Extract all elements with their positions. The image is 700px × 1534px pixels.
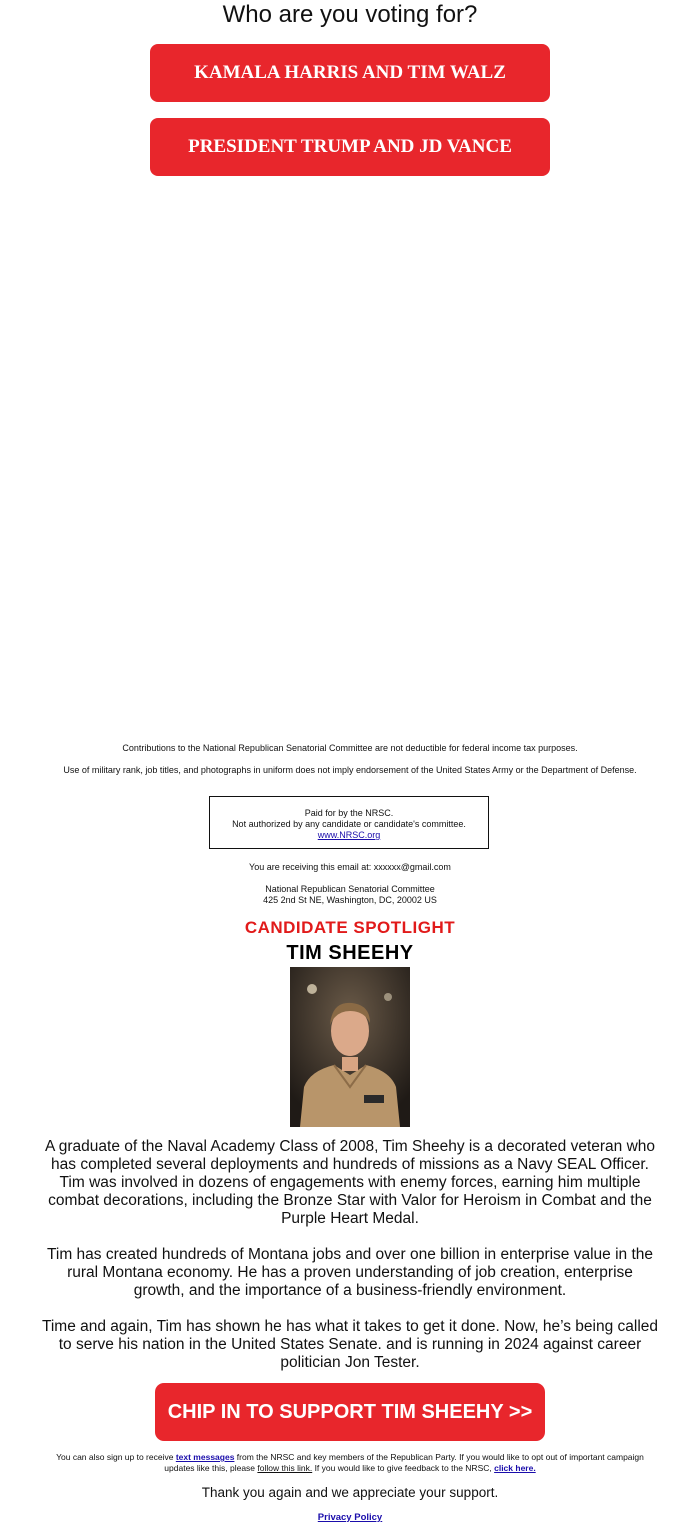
privacy-policy-link[interactable]: Privacy Policy: [317, 1512, 383, 1523]
opt-out-link[interactable]: follow this link.: [257, 1463, 313, 1473]
thank-you-text: Thank you again and we appreciate your support.: [201, 1485, 499, 1500]
org-name: National Republican Senatorial Committee: [265, 884, 435, 894]
org-address: 425 2nd St NE, Washington, DC, 20002 US: [263, 895, 437, 905]
not-authorized-text: Not authorized by any candidate or candidate's committee.: [232, 819, 466, 829]
candidate-photo: [290, 967, 410, 1127]
bio-paragraph-3: Time and again, Tim has shown he has what it takes to get it done. Now, he’s being called to serve his nation in the United States Senate. and is running in 2024 against career politician Jon Tester.: [41, 1318, 659, 1371]
bio-paragraph-2: Tim has created hundreds of Montana jobs and over one billion in enterprise value in the rural Montana economy. He has a proven understanding of job creation, enterprise growth, and the importance of a business-friendly environment.: [46, 1246, 653, 1299]
text-messages-link[interactable]: text messages: [175, 1452, 235, 1462]
bio-paragraph-1: A graduate of the Naval Academy Class of 2008, Tim Sheehy is a decorated veteran who has completed several deployments and hundreds of missions as a Navy SEAL Officer. Tim was involved in dozens of engagements with enemy forces, earning him multiple combat decorations, including the Bronze Star with Valor for Heroism in Combat and the Purple Heart Medal.: [44, 1138, 656, 1227]
candidate-portrait-image: [290, 967, 410, 1127]
chip-in-button[interactable]: CHIP IN TO SUPPORT TIM SHEEHY >>: [155, 1383, 545, 1441]
vote-trump-vance-button[interactable]: PRESIDENT TRUMP AND JD VANCE: [150, 118, 550, 176]
paid-for-text: Paid for by the NRSC.: [304, 808, 394, 818]
feedback-link[interactable]: click here.: [494, 1463, 536, 1473]
military-notice: Use of military rank, job titles, and photographs in uniform does not imply endorsement of the United States Army or the Department of Defense.: [63, 765, 637, 775]
footer-optin-text: You can also sign up to receive text messages from the NRSC and key members of the Republican Party. If you would like to opt out of important campaign updates like this, please follow this link. If you would like to give feedback to the NRSC, click here.: [56, 1452, 644, 1473]
receiving-email-text: You are receiving this email at: xxxxxx@gmail.com: [249, 862, 451, 872]
nrsc-website-link[interactable]: www.NRSC.org: [317, 830, 381, 840]
paid-for-box: [209, 796, 489, 849]
poll-question: Who are you voting for?: [222, 1, 478, 28]
candidate-spotlight-label: CANDIDATE SPOTLIGHT: [244, 918, 456, 937]
candidate-name: TIM SHEEHY: [286, 942, 414, 964]
tax-notice: Contributions to the National Republican Senatorial Committee are not deductible for federal income tax purposes.: [122, 743, 578, 753]
vote-harris-walz-button[interactable]: KAMALA HARRIS AND TIM WALZ: [150, 44, 550, 102]
